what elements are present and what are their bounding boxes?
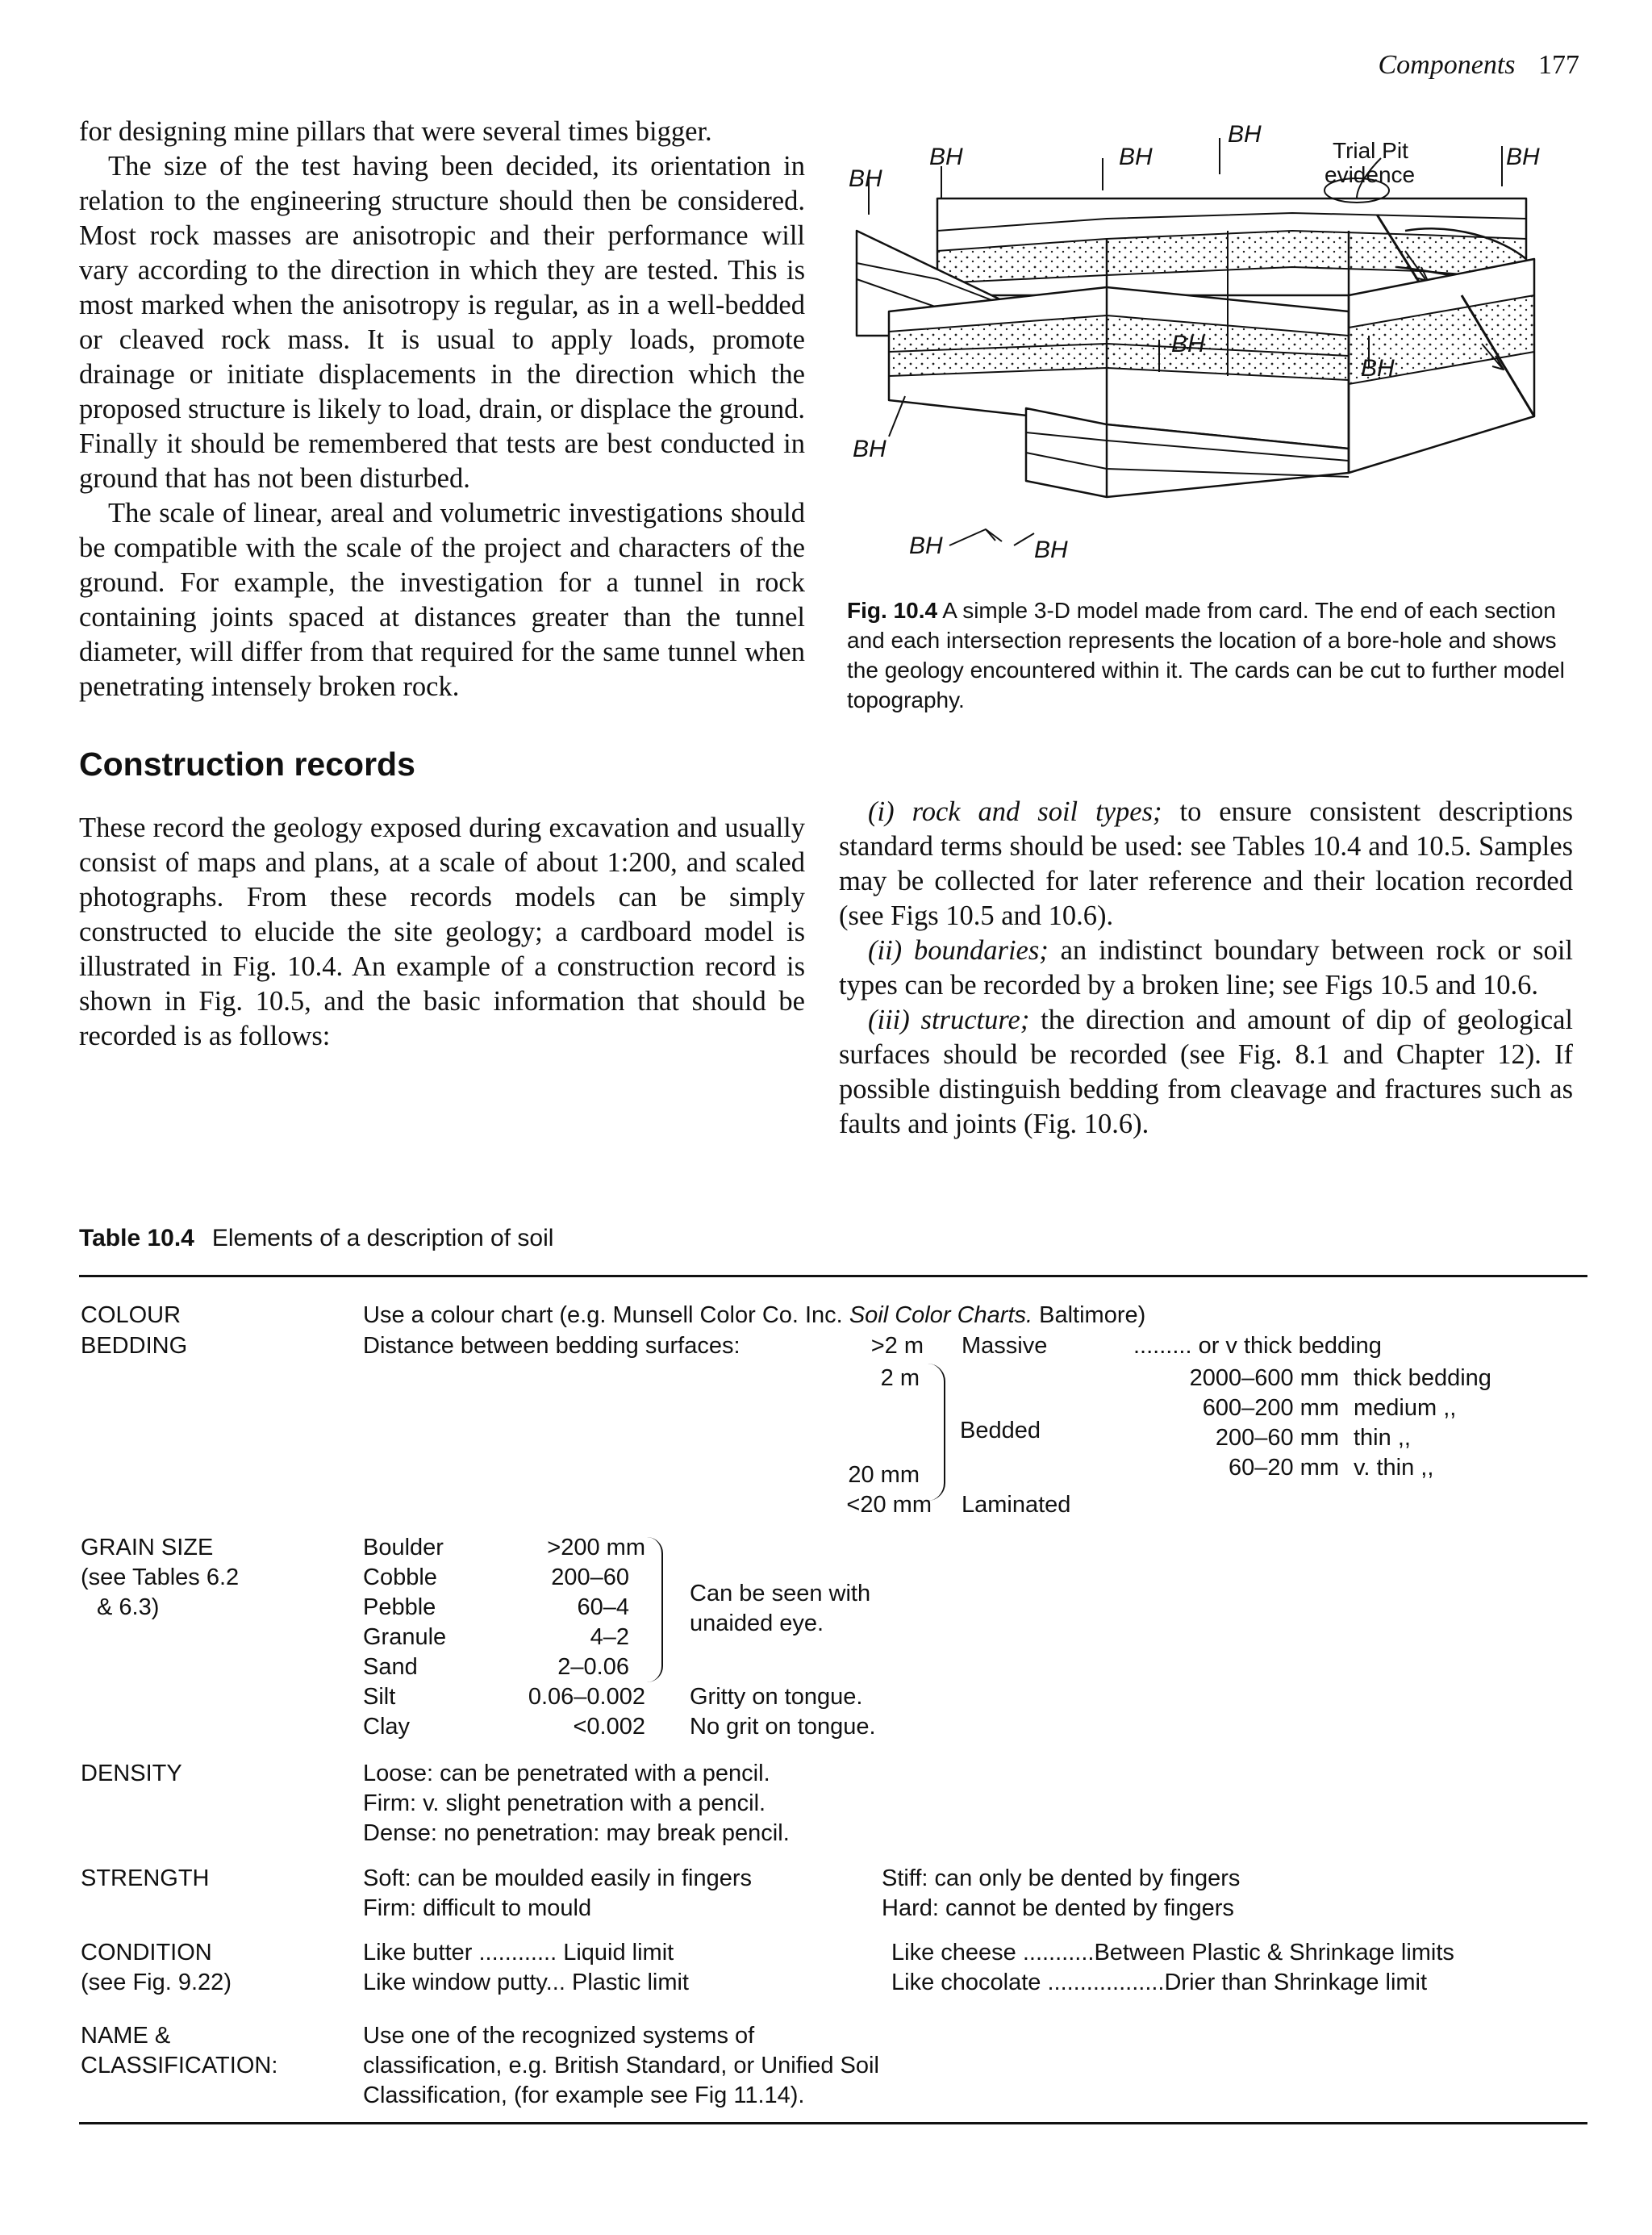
- item-number: (ii): [868, 935, 903, 966]
- bedding-range-desc: medium ,,: [1354, 1395, 1457, 1421]
- page-number: 177: [1538, 50, 1579, 80]
- name-class-line: Classification, (for example see Fig 11.14).: [363, 2083, 805, 2108]
- item-term: rock and soil types;: [912, 796, 1162, 827]
- figure-label: Fig. 10.4: [847, 598, 938, 623]
- bedding-20mm: 20 mm: [848, 1462, 920, 1488]
- row-grain-name: GRAIN SIZE: [81, 1535, 214, 1560]
- bh-label: BH: [853, 436, 886, 462]
- row-grain-name: (see Tables 6.2: [81, 1564, 240, 1590]
- table-caption: Elements of a description of soil: [211, 1225, 554, 1251]
- bh-label: BH: [1506, 144, 1540, 170]
- density-line: Dense: no penetration: may break pencil.: [363, 1820, 790, 1846]
- bedding-brace: [926, 1364, 945, 1501]
- grain-clay-note: No grit on tongue.: [690, 1714, 876, 1740]
- trial-pit-label: Trial Pit: [1333, 138, 1408, 163]
- row-name-class-name: NAME &: [81, 2023, 171, 2049]
- grain-silt-note: Gritty on tongue.: [690, 1684, 863, 1710]
- item-text: the direction and amount of dip of geological surfaces should be recorded (see Fig. 8.1 and Chapter 12). If possible distinguish bedding from cleavage and fractures such as faults and joints (Fig. 10.6).: [839, 1005, 1573, 1139]
- figure-caption-text: A simple 3-D model made from card. The end of each section and each intersection represents the location of a bore-hole and shows the geology encountered within it. The cards can be cut to further model topography.: [847, 598, 1565, 712]
- row-bedding-name: BEDDING: [81, 1333, 188, 1359]
- item-term: structure;: [920, 1005, 1030, 1035]
- grain-seen-note: Can be seen with: [690, 1581, 871, 1606]
- item-text: to ensure consistent descriptions standard terms should be used: see Tables 10.4 and 10.5. Samples may be collected for later reference and their location recorded (see Figs 10.5 and 10.6).: [839, 796, 1573, 931]
- body-paragraph: The size of the test having been decided, its orientation in relation to the engineering structure should then be considered. Most rock masses are anisotropic and their performance will vary according to the direction in which they are tested. This is most marked when the anisotropy is regular, as in a well-bedded or cleaved rock mass. It is usual to apply loads, promote drainage or initiate displacements in the direction which the proposed structure is likely to load, drain, or displace the ground. Finally it should be remembered that tests are best conducted in ground that has not been disturbed.: [79, 151, 805, 494]
- row-grain-name: & 6.3): [97, 1594, 160, 1620]
- item-number: (i): [868, 796, 895, 827]
- condition-right: Like cheese ...........Between Plastic & Shrinkage limits: [891, 1940, 1454, 1966]
- bedding-range-desc: thick bedding: [1354, 1365, 1491, 1391]
- bh-label: BH: [1228, 121, 1262, 148]
- grain-name: Silt: [363, 1684, 396, 1710]
- bh-label: BH: [929, 144, 963, 170]
- row-colour-desc: Use a colour chart (e.g. Munsell Color Co. Inc. Soil Color Charts. Baltimore): [363, 1302, 1146, 1328]
- item-text: an indistinct boundary between rock or soil types can be recorded by a broken line; see Figs 10.5 and 10.6.: [839, 935, 1573, 1001]
- table-label: Table 10.4: [79, 1225, 194, 1251]
- bedding-lt20mm: <20 mm: [846, 1492, 932, 1518]
- condition-left: Like butter ............ Liquid limit: [363, 1940, 674, 1966]
- density-line: Loose: can be penetrated with a pencil.: [363, 1761, 770, 1786]
- strength-left: Soft: can be moulded easily in fingers: [363, 1865, 752, 1891]
- bedding-range-desc: v. thin ,,: [1354, 1455, 1434, 1481]
- density-line: Firm: v. slight penetration with a pencil.: [363, 1790, 766, 1816]
- item-number: (iii): [868, 1005, 910, 1035]
- row-colour-name: COLOUR: [81, 1302, 181, 1328]
- strength-right: Hard: cannot be dented by fingers: [882, 1895, 1234, 1921]
- row-name-class-name: CLASSIFICATION:: [81, 2053, 278, 2078]
- condition-right: Like chocolate ..................Drier than Shrinkage limit: [891, 1970, 1428, 1995]
- bedding-range: 60–20 mm: [1228, 1455, 1339, 1481]
- grain-name: Clay: [363, 1714, 411, 1740]
- grain-name: Granule: [363, 1624, 447, 1650]
- bedding-range-desc: thin ,,: [1354, 1425, 1411, 1451]
- row-density-name: DENSITY: [81, 1761, 182, 1786]
- grain-name: Cobble: [363, 1564, 437, 1590]
- bedding-range: 600–200 mm: [1202, 1395, 1339, 1421]
- bh-label: BH: [909, 533, 943, 559]
- grain-seen-note: unaided eye.: [690, 1610, 824, 1636]
- body-paragraph: for designing mine pillars that were several times bigger.: [79, 116, 712, 147]
- bh-label: BH: [1119, 144, 1153, 170]
- bedding-gt2m: >2 m: [870, 1333, 924, 1359]
- bedding-laminated: Laminated: [962, 1492, 1071, 1518]
- row-condition-name: (see Fig. 9.22): [81, 1970, 232, 1995]
- condition-left: Like window putty... Plastic limit: [363, 1970, 689, 1995]
- row-condition-name: CONDITION: [81, 1940, 212, 1966]
- grain-name: Boulder: [363, 1535, 444, 1560]
- bh-label: BH: [849, 165, 882, 192]
- name-class-line: classification, e.g. British Standard, or Unified Soil: [363, 2053, 879, 2078]
- name-class-line: Use one of the recognized systems of: [363, 2023, 755, 2049]
- grain-brace: [645, 1537, 663, 1682]
- grain-name: Pebble: [363, 1594, 436, 1620]
- grain-size: 0.06–0.002: [528, 1684, 645, 1710]
- bedding-intro: Distance between bedding surfaces:: [363, 1333, 740, 1359]
- item-term: boundaries;: [914, 935, 1049, 966]
- chapter-title: Components: [1378, 50, 1516, 80]
- bedding-range: 2000–600 mm: [1189, 1365, 1339, 1391]
- bedding-massive-desc: ......... or v thick bedding: [1133, 1333, 1382, 1359]
- body-paragraph: The scale of linear, areal and volumetric investigations should be compatible with the scale of the project and characters of the ground. For example, the investigation for a tunnel in rock containing joints spaced at distances greater than the tunnel diameter, will differ from that required for the same tunnel when penetrating intensely broken rock.: [79, 498, 805, 702]
- grain-size: 2–0.06: [557, 1654, 629, 1680]
- grain-size: 4–2: [590, 1624, 629, 1650]
- row-strength-name: STRENGTH: [81, 1865, 210, 1891]
- bh-label: BH: [1034, 537, 1068, 562]
- grain-size: 60–4: [577, 1594, 629, 1620]
- strength-left: Firm: difficult to mould: [363, 1895, 592, 1921]
- bedding-bedded: Bedded: [960, 1418, 1041, 1443]
- grain-size: <0.002: [573, 1714, 645, 1740]
- trial-pit-label: evidence: [1325, 162, 1416, 187]
- bedding-2m: 2 m: [880, 1365, 920, 1391]
- section-heading: Construction records: [79, 746, 415, 783]
- bh-label: BH: [1171, 331, 1205, 357]
- bedding-range: 200–60 mm: [1215, 1425, 1339, 1451]
- bedding-massive: Massive: [962, 1333, 1048, 1359]
- grain-size: >200 mm: [547, 1535, 645, 1560]
- body-paragraph: These record the geology exposed during excavation and usually consist of maps and plans, at a scale of about 1:200, and scaled photographs. From these records models can be simply constructed to elucide the site geology; a cardboard model is illustrated in Fig. 10.4. An example of a construction record is shown in Fig. 10.5, and the basic information that should be recorded is as follows:: [79, 813, 805, 1051]
- bh-label: BH: [1361, 355, 1395, 382]
- strength-right: Stiff: can only be dented by fingers: [882, 1865, 1241, 1891]
- grain-name: Sand: [363, 1654, 418, 1680]
- grain-size: 200–60: [551, 1564, 629, 1590]
